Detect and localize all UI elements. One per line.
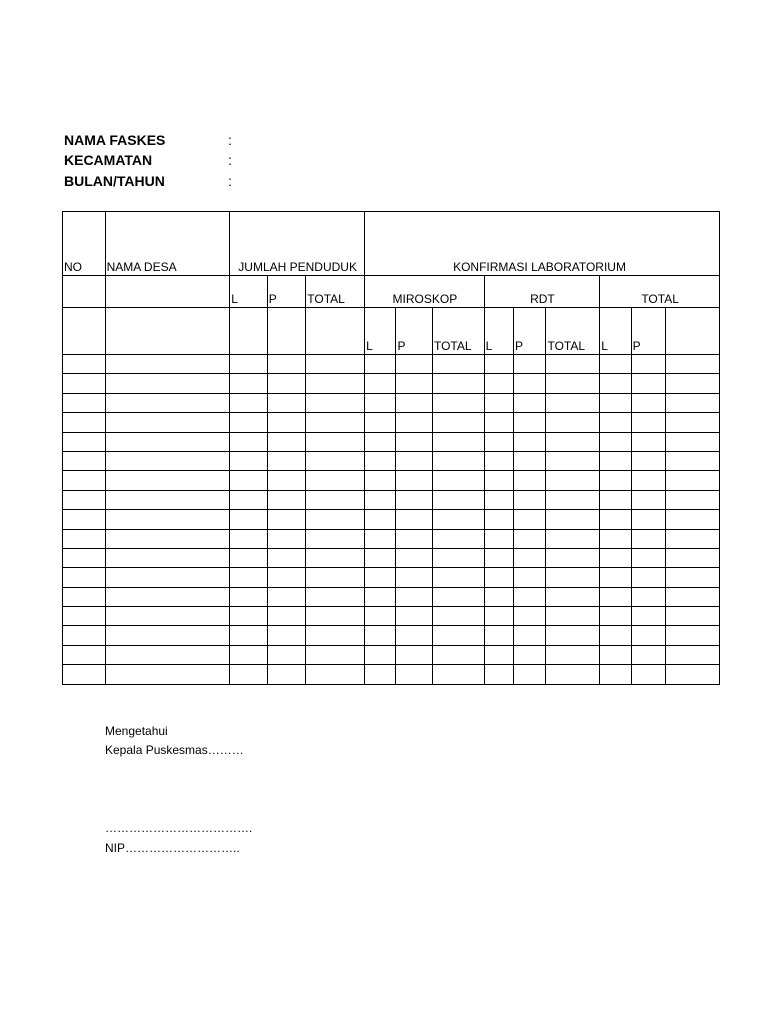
table-cell xyxy=(600,393,631,412)
table-cell xyxy=(365,645,396,664)
table-cell xyxy=(666,374,720,393)
total-p-header: P xyxy=(631,308,665,355)
table-cell xyxy=(484,587,513,606)
table-cell xyxy=(484,665,513,684)
report-table xyxy=(62,211,720,685)
table-cell xyxy=(365,374,396,393)
table-cell xyxy=(484,568,513,587)
table-cell xyxy=(631,548,665,567)
table-cell xyxy=(600,510,631,529)
table-cell xyxy=(631,451,665,470)
table-cell xyxy=(546,490,600,509)
table-cell xyxy=(484,432,513,451)
table-cell xyxy=(396,607,432,626)
table-cell xyxy=(105,432,230,451)
table-cell xyxy=(666,587,720,606)
table-cell xyxy=(600,665,631,684)
table-cell xyxy=(396,626,432,645)
footer-nip: NIP……………………….. xyxy=(105,841,240,855)
table-cell xyxy=(230,607,268,626)
table-cell xyxy=(365,548,396,567)
table-cell xyxy=(365,413,396,432)
table-cell xyxy=(631,645,665,664)
field-label: BULAN/TAHUN xyxy=(64,173,165,189)
field-bulan-tahun xyxy=(64,173,364,193)
table-cell xyxy=(306,432,365,451)
field-nama-faskes xyxy=(64,132,364,152)
table-row xyxy=(63,510,720,529)
field-label: KECAMATAN xyxy=(64,152,153,168)
table-cell xyxy=(396,587,432,606)
empty-cell xyxy=(230,308,268,355)
table-cell xyxy=(267,626,306,645)
table-row xyxy=(63,393,720,412)
table-cell xyxy=(484,490,513,509)
table-cell xyxy=(432,568,484,587)
table-cell xyxy=(396,529,432,548)
table-cell xyxy=(230,413,268,432)
table-cell xyxy=(631,665,665,684)
table-cell xyxy=(546,451,600,470)
table-cell xyxy=(230,665,268,684)
table-cell xyxy=(432,607,484,626)
table-cell xyxy=(105,451,230,470)
group-rdt-header: RDT xyxy=(484,276,600,308)
table-cell xyxy=(546,665,600,684)
table-cell xyxy=(484,645,513,664)
field-label: NAMA FASKES xyxy=(64,132,166,148)
table-cell xyxy=(432,665,484,684)
table-cell xyxy=(631,355,665,374)
table-cell xyxy=(514,587,546,606)
table-cell xyxy=(600,587,631,606)
table-cell xyxy=(600,568,631,587)
table-cell xyxy=(631,432,665,451)
table-cell xyxy=(63,413,106,432)
col-jumlah-penduduk-header: JUMLAH PENDUDUK xyxy=(230,212,365,276)
table-cell xyxy=(666,355,720,374)
table-cell xyxy=(306,471,365,490)
table-cell xyxy=(666,665,720,684)
table-cell xyxy=(484,529,513,548)
field-kecamatan xyxy=(64,152,364,172)
table-cell xyxy=(267,548,306,567)
table-cell xyxy=(105,393,230,412)
table-cell xyxy=(666,626,720,645)
table-cell xyxy=(267,645,306,664)
table-cell xyxy=(514,568,546,587)
table-cell xyxy=(631,490,665,509)
table-row xyxy=(63,665,720,684)
table-row xyxy=(63,607,720,626)
table-cell xyxy=(306,568,365,587)
table-cell xyxy=(105,529,230,548)
table-cell xyxy=(484,626,513,645)
table-cell xyxy=(514,626,546,645)
table-cell xyxy=(105,665,230,684)
table-cell xyxy=(230,645,268,664)
table-cell xyxy=(267,374,306,393)
table-cell xyxy=(105,490,230,509)
col-nama-desa-header: NAMA DESA xyxy=(105,212,230,276)
miroskop-p-header: P xyxy=(396,308,432,355)
field-colon: : xyxy=(228,152,232,168)
table-cell xyxy=(230,490,268,509)
table-row xyxy=(63,568,720,587)
table-cell xyxy=(365,451,396,470)
table-cell xyxy=(63,451,106,470)
table-cell xyxy=(230,548,268,567)
table-cell xyxy=(666,432,720,451)
table-cell xyxy=(63,529,106,548)
footer-mengetahui: Mengetahui xyxy=(105,724,168,738)
table-cell xyxy=(230,529,268,548)
table-cell xyxy=(306,665,365,684)
table-cell xyxy=(365,355,396,374)
table-cell xyxy=(666,607,720,626)
table-cell xyxy=(396,393,432,412)
table-cell xyxy=(631,471,665,490)
footer-kepala-puskesmas: Kepala Puskesmas……… xyxy=(105,743,244,757)
table-cell xyxy=(63,645,106,664)
table-row xyxy=(63,413,720,432)
table-cell xyxy=(514,607,546,626)
table-row xyxy=(63,374,720,393)
table-cell xyxy=(546,626,600,645)
table-row xyxy=(63,471,720,490)
table-cell xyxy=(546,471,600,490)
table-cell xyxy=(631,393,665,412)
table-cell xyxy=(396,355,432,374)
table-cell xyxy=(546,355,600,374)
table-cell xyxy=(306,626,365,645)
report-table-viewport xyxy=(62,211,679,684)
table-cell xyxy=(63,626,106,645)
table-cell xyxy=(631,510,665,529)
table-cell xyxy=(514,548,546,567)
table-cell xyxy=(432,510,484,529)
total-l-header: L xyxy=(600,308,631,355)
table-cell xyxy=(631,568,665,587)
table-cell xyxy=(105,607,230,626)
table-cell xyxy=(63,471,106,490)
table-cell xyxy=(484,413,513,432)
table-cell xyxy=(267,529,306,548)
table-cell xyxy=(306,510,365,529)
table-cell xyxy=(514,645,546,664)
table-cell xyxy=(514,471,546,490)
table-cell xyxy=(600,626,631,645)
table-cell xyxy=(396,665,432,684)
table-cell xyxy=(432,374,484,393)
table-cell xyxy=(105,626,230,645)
rdt-p-header: P xyxy=(514,308,546,355)
table-cell xyxy=(432,355,484,374)
table-cell xyxy=(365,490,396,509)
table-row xyxy=(63,432,720,451)
table-cell xyxy=(230,451,268,470)
table-cell xyxy=(365,587,396,606)
table-cell xyxy=(230,374,268,393)
table-cell xyxy=(63,665,106,684)
table-cell xyxy=(631,374,665,393)
table-cell xyxy=(230,510,268,529)
table-cell xyxy=(514,665,546,684)
table-cell xyxy=(63,587,106,606)
table-cell xyxy=(546,374,600,393)
table-cell xyxy=(546,587,600,606)
table-cell xyxy=(105,548,230,567)
table-cell xyxy=(306,490,365,509)
table-cell xyxy=(230,626,268,645)
table-cell xyxy=(666,451,720,470)
table-cell xyxy=(546,413,600,432)
table-cell xyxy=(267,490,306,509)
table-cell xyxy=(514,529,546,548)
table-cell xyxy=(267,568,306,587)
table-cell xyxy=(631,626,665,645)
table-cell xyxy=(365,529,396,548)
field-colon: : xyxy=(228,132,232,148)
table-cell xyxy=(666,568,720,587)
table-cell xyxy=(600,548,631,567)
table-cell xyxy=(631,529,665,548)
table-cell xyxy=(396,645,432,664)
table-cell xyxy=(600,607,631,626)
table-cell xyxy=(666,510,720,529)
table-cell xyxy=(306,645,365,664)
table-row xyxy=(63,451,720,470)
table-cell xyxy=(514,451,546,470)
table-cell xyxy=(63,510,106,529)
miroskop-total-header: TOTAL xyxy=(432,308,484,355)
table-cell xyxy=(63,374,106,393)
table-cell xyxy=(514,413,546,432)
table-cell xyxy=(514,355,546,374)
table-cell xyxy=(365,510,396,529)
table-cell xyxy=(432,548,484,567)
table-row xyxy=(63,626,720,645)
table-cell xyxy=(267,432,306,451)
table-cell xyxy=(546,529,600,548)
table-cell xyxy=(267,355,306,374)
table-row xyxy=(63,548,720,567)
table-cell xyxy=(306,451,365,470)
table-cell xyxy=(396,471,432,490)
table-cell xyxy=(432,529,484,548)
table-cell xyxy=(484,355,513,374)
sub-p-header: P xyxy=(267,276,306,308)
table-cell xyxy=(230,568,268,587)
col-konfirmasi-header: KONFIRMASI LABORATORIUM xyxy=(365,212,720,276)
table-cell xyxy=(600,490,631,509)
table-cell xyxy=(267,510,306,529)
table-cell xyxy=(432,645,484,664)
table-cell xyxy=(306,529,365,548)
table-cell xyxy=(230,471,268,490)
table-cell xyxy=(600,355,631,374)
table-cell xyxy=(432,587,484,606)
table-cell xyxy=(666,529,720,548)
table-cell xyxy=(267,393,306,412)
table-cell xyxy=(267,587,306,606)
table-cell xyxy=(267,413,306,432)
table-cell xyxy=(432,451,484,470)
empty-cell xyxy=(105,276,230,308)
table-cell xyxy=(600,529,631,548)
rdt-total-header: TOTAL xyxy=(546,308,600,355)
table-cell xyxy=(365,607,396,626)
group-total-header: TOTAL xyxy=(600,276,720,308)
table-cell xyxy=(432,432,484,451)
total-total-header xyxy=(666,308,720,355)
table-cell xyxy=(666,645,720,664)
table-cell xyxy=(514,510,546,529)
table-cell xyxy=(365,568,396,587)
rdt-l-header: L xyxy=(484,308,513,355)
table-cell xyxy=(306,587,365,606)
table-cell xyxy=(105,568,230,587)
table-row xyxy=(63,355,720,374)
table-cell xyxy=(105,645,230,664)
table-cell xyxy=(396,490,432,509)
table-cell xyxy=(365,393,396,412)
table-cell xyxy=(600,413,631,432)
table-cell xyxy=(267,471,306,490)
table-cell xyxy=(631,607,665,626)
table-cell xyxy=(484,374,513,393)
table-cell xyxy=(514,432,546,451)
table-cell xyxy=(514,490,546,509)
table-cell xyxy=(105,510,230,529)
table-cell xyxy=(63,432,106,451)
table-cell xyxy=(63,607,106,626)
footer-signature-line: ………………………………. xyxy=(105,821,253,835)
table-cell xyxy=(365,626,396,645)
table-cell xyxy=(63,355,106,374)
table-cell xyxy=(600,374,631,393)
table-cell xyxy=(105,587,230,606)
table-cell xyxy=(396,374,432,393)
table-cell xyxy=(546,607,600,626)
miroskop-l-header: L xyxy=(365,308,396,355)
empty-cell xyxy=(63,276,106,308)
table-cell xyxy=(514,374,546,393)
table-cell xyxy=(230,355,268,374)
table-cell xyxy=(432,413,484,432)
table-cell xyxy=(105,471,230,490)
table-cell xyxy=(267,451,306,470)
table-cell xyxy=(600,645,631,664)
table-cell xyxy=(306,548,365,567)
table-cell xyxy=(546,645,600,664)
sub-total-header: TOTAL xyxy=(306,276,365,308)
table-cell xyxy=(396,451,432,470)
table-cell xyxy=(365,432,396,451)
table-cell xyxy=(432,490,484,509)
table-cell xyxy=(600,432,631,451)
table-cell xyxy=(396,432,432,451)
table-cell xyxy=(666,413,720,432)
table-cell xyxy=(484,451,513,470)
table-cell xyxy=(63,393,106,412)
table-row xyxy=(63,587,720,606)
table-cell xyxy=(546,568,600,587)
table-cell xyxy=(666,393,720,412)
table-cell xyxy=(600,451,631,470)
table-cell xyxy=(267,607,306,626)
table-cell xyxy=(63,548,106,567)
table-cell xyxy=(230,432,268,451)
table-cell xyxy=(514,393,546,412)
empty-cell xyxy=(105,308,230,355)
sub-l-header: L xyxy=(230,276,268,308)
group-miroskop-header: MIROSKOP xyxy=(365,276,485,308)
table-cell xyxy=(484,607,513,626)
table-cell xyxy=(546,548,600,567)
table-cell xyxy=(396,548,432,567)
table-cell xyxy=(396,413,432,432)
table-cell xyxy=(365,665,396,684)
table-cell xyxy=(306,413,365,432)
table-cell xyxy=(666,471,720,490)
field-colon: : xyxy=(228,173,232,189)
table-cell xyxy=(306,355,365,374)
table-cell xyxy=(631,587,665,606)
empty-cell xyxy=(306,308,365,355)
table-cell xyxy=(105,355,230,374)
table-cell xyxy=(546,432,600,451)
table-cell xyxy=(484,471,513,490)
table-cell xyxy=(484,510,513,529)
table-cell xyxy=(306,607,365,626)
table-cell xyxy=(63,490,106,509)
table-cell xyxy=(546,393,600,412)
table-row xyxy=(63,490,720,509)
table-cell xyxy=(600,471,631,490)
empty-cell xyxy=(63,308,106,355)
table-cell xyxy=(396,568,432,587)
table-cell xyxy=(432,393,484,412)
table-cell xyxy=(105,413,230,432)
table-cell xyxy=(105,374,230,393)
table-cell xyxy=(484,548,513,567)
table-cell xyxy=(546,510,600,529)
table-cell xyxy=(432,471,484,490)
table-row xyxy=(63,645,720,664)
table-row xyxy=(63,529,720,548)
table-cell xyxy=(666,490,720,509)
table-cell xyxy=(484,393,513,412)
table-cell xyxy=(230,587,268,606)
table-cell xyxy=(63,568,106,587)
empty-cell xyxy=(267,308,306,355)
table-cell xyxy=(267,665,306,684)
col-no-header: NO xyxy=(63,212,106,276)
table-cell xyxy=(666,548,720,567)
table-cell xyxy=(306,374,365,393)
table-cell xyxy=(306,393,365,412)
table-cell xyxy=(365,471,396,490)
table-cell xyxy=(230,393,268,412)
table-cell xyxy=(396,510,432,529)
table-cell xyxy=(432,626,484,645)
table-cell xyxy=(631,413,665,432)
